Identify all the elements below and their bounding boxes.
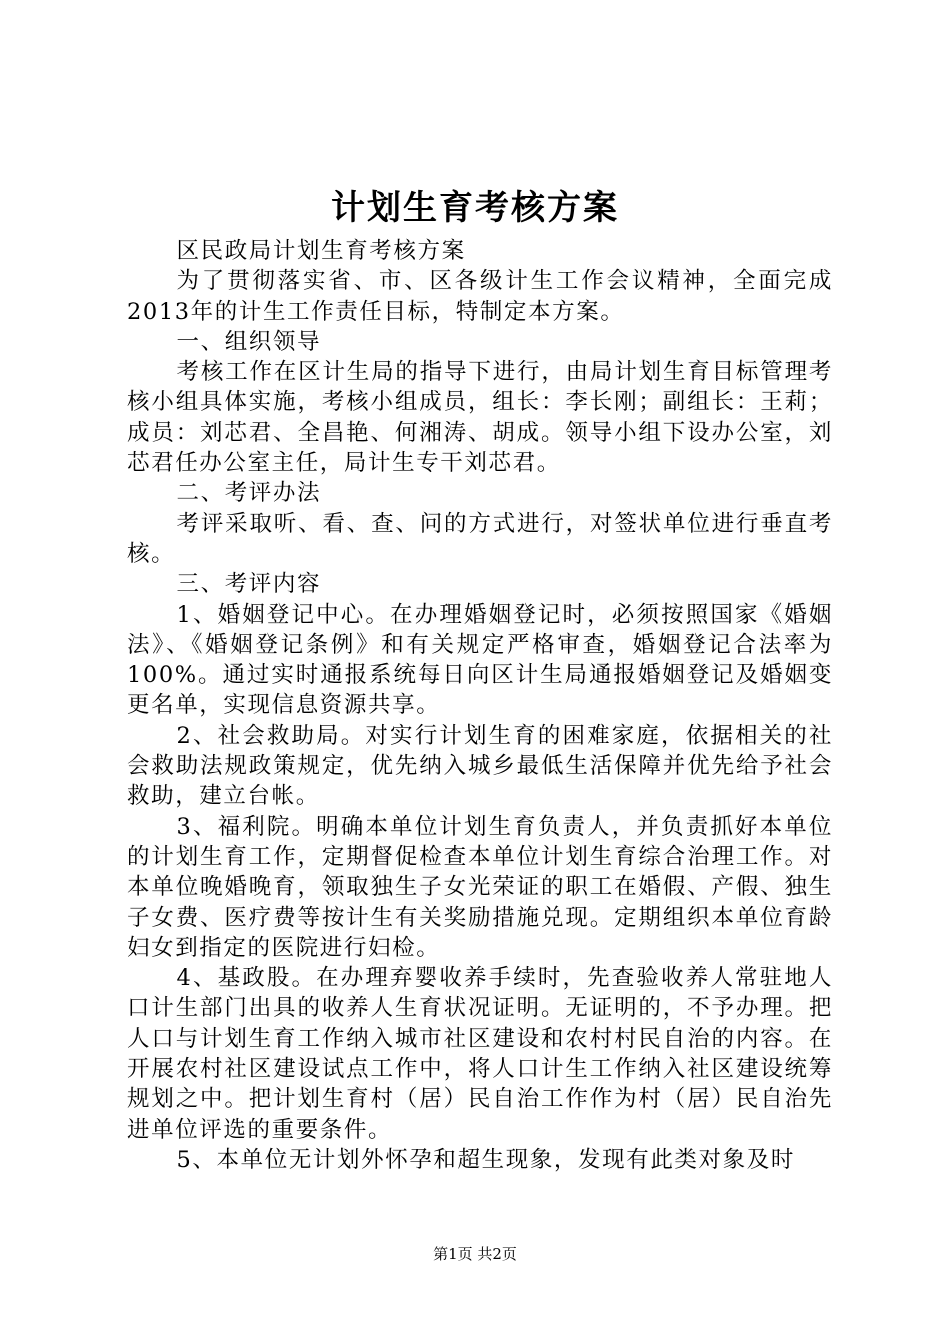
paragraph-item-2: 2、社会救助局。对实行计划生育的困难家庭，依据相关的社会救助法规政策规定，优先纳入城乡最低生活保障并优先给予社会救助，建立台帐。	[127, 722, 833, 810]
paragraph-item-1: 1、婚姻登记中心。在办理婚姻登记时，必须按照国家《婚姻法》、《婚姻登记条例》和有关规定严格审查，婚姻登记合法率为100%。通过实时通报系统每日向区计生局通报婚姻登记及婚姻变更名单，实现信息资源共享。	[127, 601, 833, 719]
paragraph-item-5: 5、本单位无计划外怀孕和超生现象，发现有此类对象及时	[176, 1146, 795, 1173]
document-body	[127, 236, 833, 1175]
section-heading-content: 三、考评内容	[176, 571, 322, 598]
paragraph-method: 考评采取听、看、查、问的方式进行，对签状单位进行垂直考核。	[127, 510, 833, 567]
paragraph-item-3: 3、福利院。明确本单位计划生育负责人，并负责抓好本单位的计划生育工作，定期督促检查本单位计划生育综合治理工作。对本单位晚婚晚育，领取独生子女光荣证的职工在婚假、产假、独生子女费、医疗费等按计生有关奖励措施兑现。定期组织本单位育龄妇女到指定的医院进行妇检。	[127, 813, 833, 961]
section-heading-method: 二、考评办法	[176, 480, 322, 507]
document-title: 计划生育考核方案	[331, 188, 619, 228]
paragraph-organization: 考核工作在区计生局的指导下进行，由局计划生育目标管理考核小组具体实施，考核小组成员，组长：李长刚；副组长：王莉；成员：刘芯君、全昌艳、何湘涛、胡成。领导小组下设办公室，刘芯君任办公室主任，局计生专干刘芯君。	[127, 359, 833, 477]
paragraph-item-4: 4、基政股。在办理弃婴收养手续时，先查验收养人常驻地人口计生部门出具的收养人生育状况证明。无证明的，不予办理。把人口与计划生育工作纳入城市社区建设和农村村民自治的内容。在开展农村社区建设试点工作中，将人口计生工作纳入社区建设统筹规划之中。把计划生育村（居）民自治工作作为村（居）民自治先进单位评选的重要条件。	[127, 965, 833, 1143]
paragraph-intro: 为了贯彻落实省、市、区各级计生工作会议精神，全面完成2013年的计生工作责任目标，特制定本方案。	[127, 268, 833, 325]
paragraph-subtitle: 区民政局计划生育考核方案	[176, 238, 466, 264]
section-heading-organization: 一、组织领导	[176, 328, 322, 355]
page-footer: 第1页 共2页	[433, 1245, 517, 1263]
